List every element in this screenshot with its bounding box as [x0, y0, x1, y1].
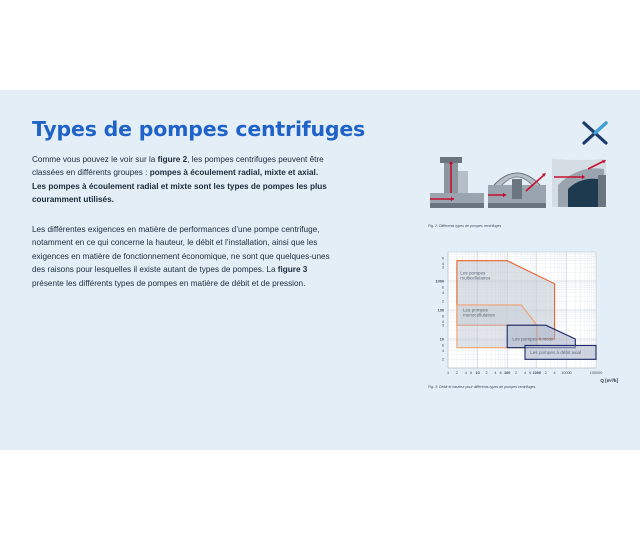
y-tick-label: 4 — [441, 319, 444, 324]
p1-bold-1: figure 2 — [157, 155, 188, 164]
y-tick-label: 100 — [437, 308, 444, 313]
x-tick-label: 10 — [475, 371, 480, 375]
x-tick-label: 100 — [504, 371, 511, 375]
y-tick-label: 10 — [439, 337, 444, 342]
region-label-3: Les pompes à mixte — [512, 336, 554, 342]
x-tick-label: 6 — [469, 371, 473, 375]
x-tick-label: 6 — [499, 371, 502, 375]
x-tick-label: 1000 — [532, 371, 542, 375]
y-tick-label: 2 — [441, 299, 444, 304]
x-tick-label: 4 — [464, 371, 467, 375]
y-tick-label: 4 — [441, 348, 444, 353]
y-tick-label: 4 — [441, 261, 444, 266]
paragraph-requirements — [32, 223, 332, 290]
y-tick-label: 6 — [441, 256, 444, 261]
pump-types-illustration — [428, 155, 610, 211]
x-tick-label: 2 — [455, 371, 458, 375]
x-tick-label: 1 — [446, 371, 450, 375]
region-label-4: Les pompes à débit axial — [530, 350, 582, 356]
brand-logo-icon — [582, 121, 608, 145]
figure3-caption: Fig. 3: Débit et hauteur pour différents types de pompes centrifuges — [428, 385, 536, 389]
mixed-flow-pump-drawing — [488, 173, 546, 208]
x-tick-label: 2 — [485, 371, 488, 375]
p2-text-2: présente les différents types de pompes en matière de débit et de pression. — [32, 278, 306, 288]
y-tick-label: 2 — [441, 357, 444, 362]
slide — [0, 90, 640, 450]
x-tick-label: 2 — [515, 371, 518, 375]
radial-pump-drawing — [430, 157, 484, 208]
y-tick-label: 1000 — [435, 279, 444, 284]
y-tick-label: 3 — [441, 265, 444, 270]
p1-text-2: , les pompes centrifuges peuvent être classées en différents groupes : — [32, 155, 324, 178]
x-tick-label: 4 — [523, 371, 527, 375]
p2-text-1: Les différentes exigences en matière de performances d’une pompe centrifuge, notamment en ce qui concerne la hauteur, le débit et l’installation, ainsi que les exigences en matière de fonctionnement économique, ne sont que quelques-unes des raisons pour lesquelles il existe autant de types de pompes. La — [32, 225, 330, 275]
x-tick-label: 4 — [553, 371, 556, 375]
y-tick-label: 4 — [441, 290, 444, 295]
y-tick-label: 3 — [441, 323, 444, 328]
flow-head-chart — [420, 246, 620, 384]
p1-bold-2: pompes à écoulement radial, mixte et axial. Les pompes à écoulement radial et mixte sont les types de pompes les plus couramment utilisés. — [32, 168, 327, 205]
y-tick-label: 6 — [441, 314, 444, 319]
page-title: Types de pompes centrifuges — [32, 117, 366, 141]
x-tick-label: 2 — [544, 371, 547, 375]
paragraph-intro — [32, 153, 332, 207]
x-tick-label: 6 — [529, 371, 532, 375]
axial-pump-drawing — [552, 159, 606, 207]
y-tick-labels — [436, 257, 444, 362]
p1-text-1: Comme vous pouvez le voir sur la — [32, 155, 158, 164]
x-tick-label: 100000 — [589, 371, 603, 375]
y-tick-label: 6 — [441, 285, 444, 290]
region-label-1: Les pompes multicellulaires — [460, 270, 491, 281]
x-tick-labels — [447, 371, 602, 375]
x-tick-label: 4 — [494, 371, 497, 375]
x-tick-label: 10000 — [561, 371, 572, 375]
region-label-2: Les pompes monocellulaires — [462, 307, 495, 318]
figure2-caption: Fig. 2: Différents types de pompes centrifuges — [428, 224, 502, 228]
p2-bold-1: figure 3 — [277, 265, 308, 275]
y-tick-label: 6 — [441, 343, 444, 348]
x-axis-unit: Q [m³/h] — [600, 378, 618, 383]
